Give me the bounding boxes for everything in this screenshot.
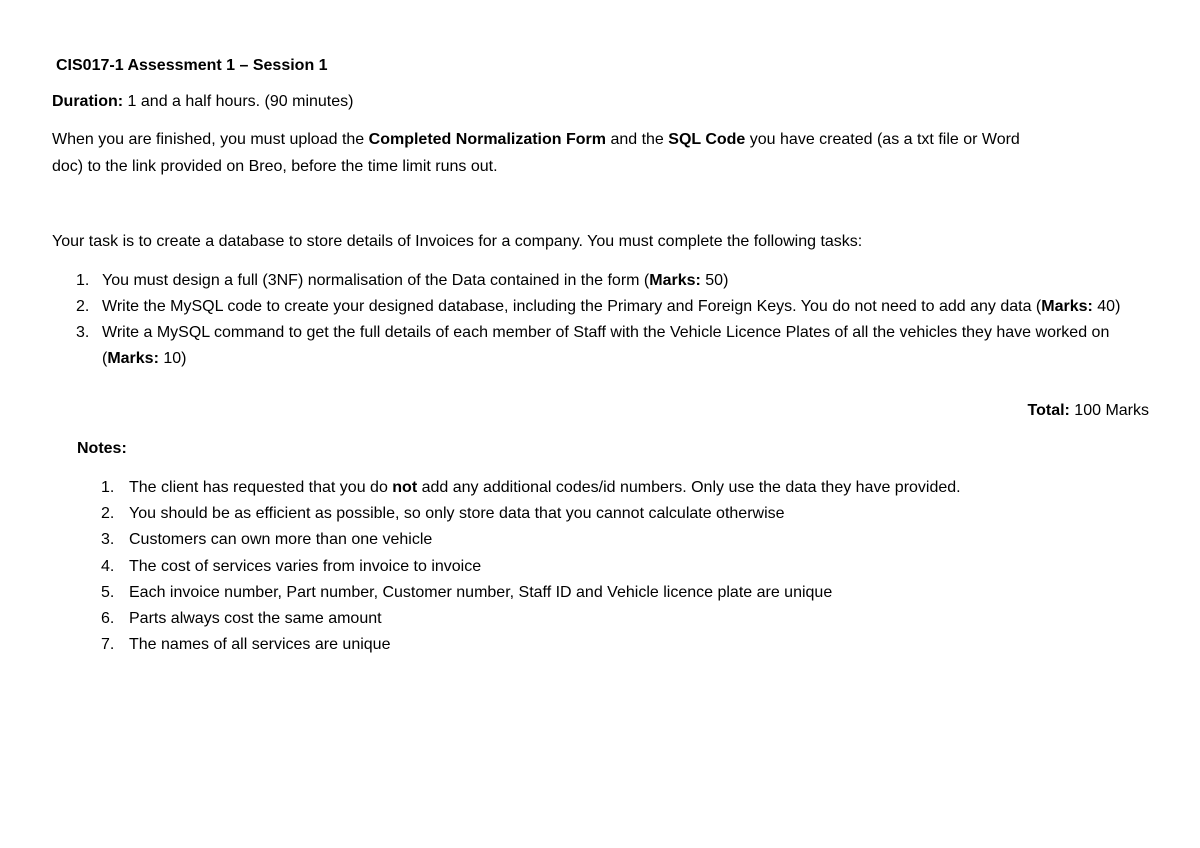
note-emphasis: not bbox=[392, 479, 418, 496]
task-number: 2. bbox=[76, 298, 90, 315]
task-description: Write a MySQL command to get the full details of each member of Staff with the Vehicle Licence Plates of all the vehicles they have worked on ( bbox=[102, 324, 1110, 367]
task-marks: 10) bbox=[158, 350, 187, 367]
task-marks: 40) bbox=[1092, 298, 1121, 315]
upload-text-2: and the bbox=[606, 131, 669, 148]
note-number: 5. bbox=[101, 583, 115, 601]
note-item bbox=[77, 580, 961, 606]
note-item bbox=[77, 554, 961, 580]
marks-label: Marks: bbox=[649, 272, 701, 289]
total-label: Total: bbox=[1027, 402, 1070, 419]
notes-heading: Notes: bbox=[77, 440, 127, 457]
note-text: The names of all services are unique bbox=[129, 636, 391, 654]
upload-text-3: you have created (as a txt file or Word bbox=[745, 131, 1020, 148]
upload-text-1: When you are finished, you must upload the bbox=[52, 131, 369, 148]
marks-label: Marks: bbox=[1041, 298, 1093, 315]
marks-label: Marks: bbox=[107, 350, 159, 367]
task-item bbox=[52, 268, 1152, 294]
note-text: Each invoice number, Part number, Customer number, Staff ID and Vehicle licence plate are unique bbox=[129, 583, 833, 601]
document-title: CIS017-1 Assessment 1 – Session 1 bbox=[56, 57, 328, 74]
note-number: 2. bbox=[101, 505, 115, 523]
note-item bbox=[77, 632, 961, 658]
task-item bbox=[52, 320, 1152, 372]
task-number: 3. bbox=[76, 324, 90, 341]
note-text: The cost of services varies from invoice to invoice bbox=[129, 557, 482, 575]
note-text-after: add any additional codes/id numbers. Only use the data they have provided. bbox=[417, 479, 961, 496]
notes-list bbox=[77, 475, 961, 658]
note-item bbox=[77, 606, 961, 632]
note-item bbox=[77, 527, 961, 553]
note-text-before: The client has requested that you do bbox=[129, 479, 393, 496]
note-item bbox=[77, 501, 961, 527]
sql-code-emphasis: SQL Code bbox=[668, 131, 746, 148]
note-text: You should be as efficient as possible, so only store data that you cannot calculate otherwise bbox=[129, 505, 785, 523]
duration-line bbox=[52, 92, 353, 112]
total-marks bbox=[1028, 401, 1150, 421]
duration-value: 1 and a half hours. (90 minutes) bbox=[123, 93, 354, 110]
note-text: Parts always cost the same amount bbox=[129, 610, 382, 628]
task-text bbox=[102, 268, 1132, 294]
note-number: 7. bbox=[101, 636, 115, 654]
duration-label: Duration: bbox=[52, 93, 124, 110]
task-number: 1. bbox=[76, 272, 90, 289]
total-value: 100 Marks bbox=[1069, 402, 1149, 419]
task-list bbox=[52, 268, 1152, 372]
note-text: Customers can own more than one vehicle bbox=[129, 531, 433, 549]
upload-instruction-line-2: doc) to the link provided on Breo, before the time limit runs out. bbox=[52, 158, 498, 175]
note-number: 3. bbox=[101, 531, 115, 549]
task-description: You must design a full (3NF) normalisation of the Data contained in the form ( bbox=[102, 272, 650, 289]
task-item bbox=[52, 294, 1152, 320]
note-item bbox=[77, 475, 961, 501]
task-marks: 50) bbox=[700, 272, 729, 289]
upload-instruction-line-1 bbox=[52, 130, 1020, 150]
task-description: Write the MySQL code to create your designed database, including the Primary and Foreign Keys. You do not need to add any data ( bbox=[102, 298, 1042, 315]
normalization-form-emphasis: Completed Normalization Form bbox=[368, 131, 606, 148]
note-number: 1. bbox=[101, 479, 115, 496]
task-intro: Your task is to create a database to store details of Invoices for a company. You must complete the following tasks: bbox=[52, 233, 863, 250]
note-number: 6. bbox=[101, 610, 115, 628]
task-text bbox=[102, 294, 1132, 320]
note-number: 4. bbox=[101, 557, 115, 575]
task-text bbox=[102, 320, 1132, 372]
